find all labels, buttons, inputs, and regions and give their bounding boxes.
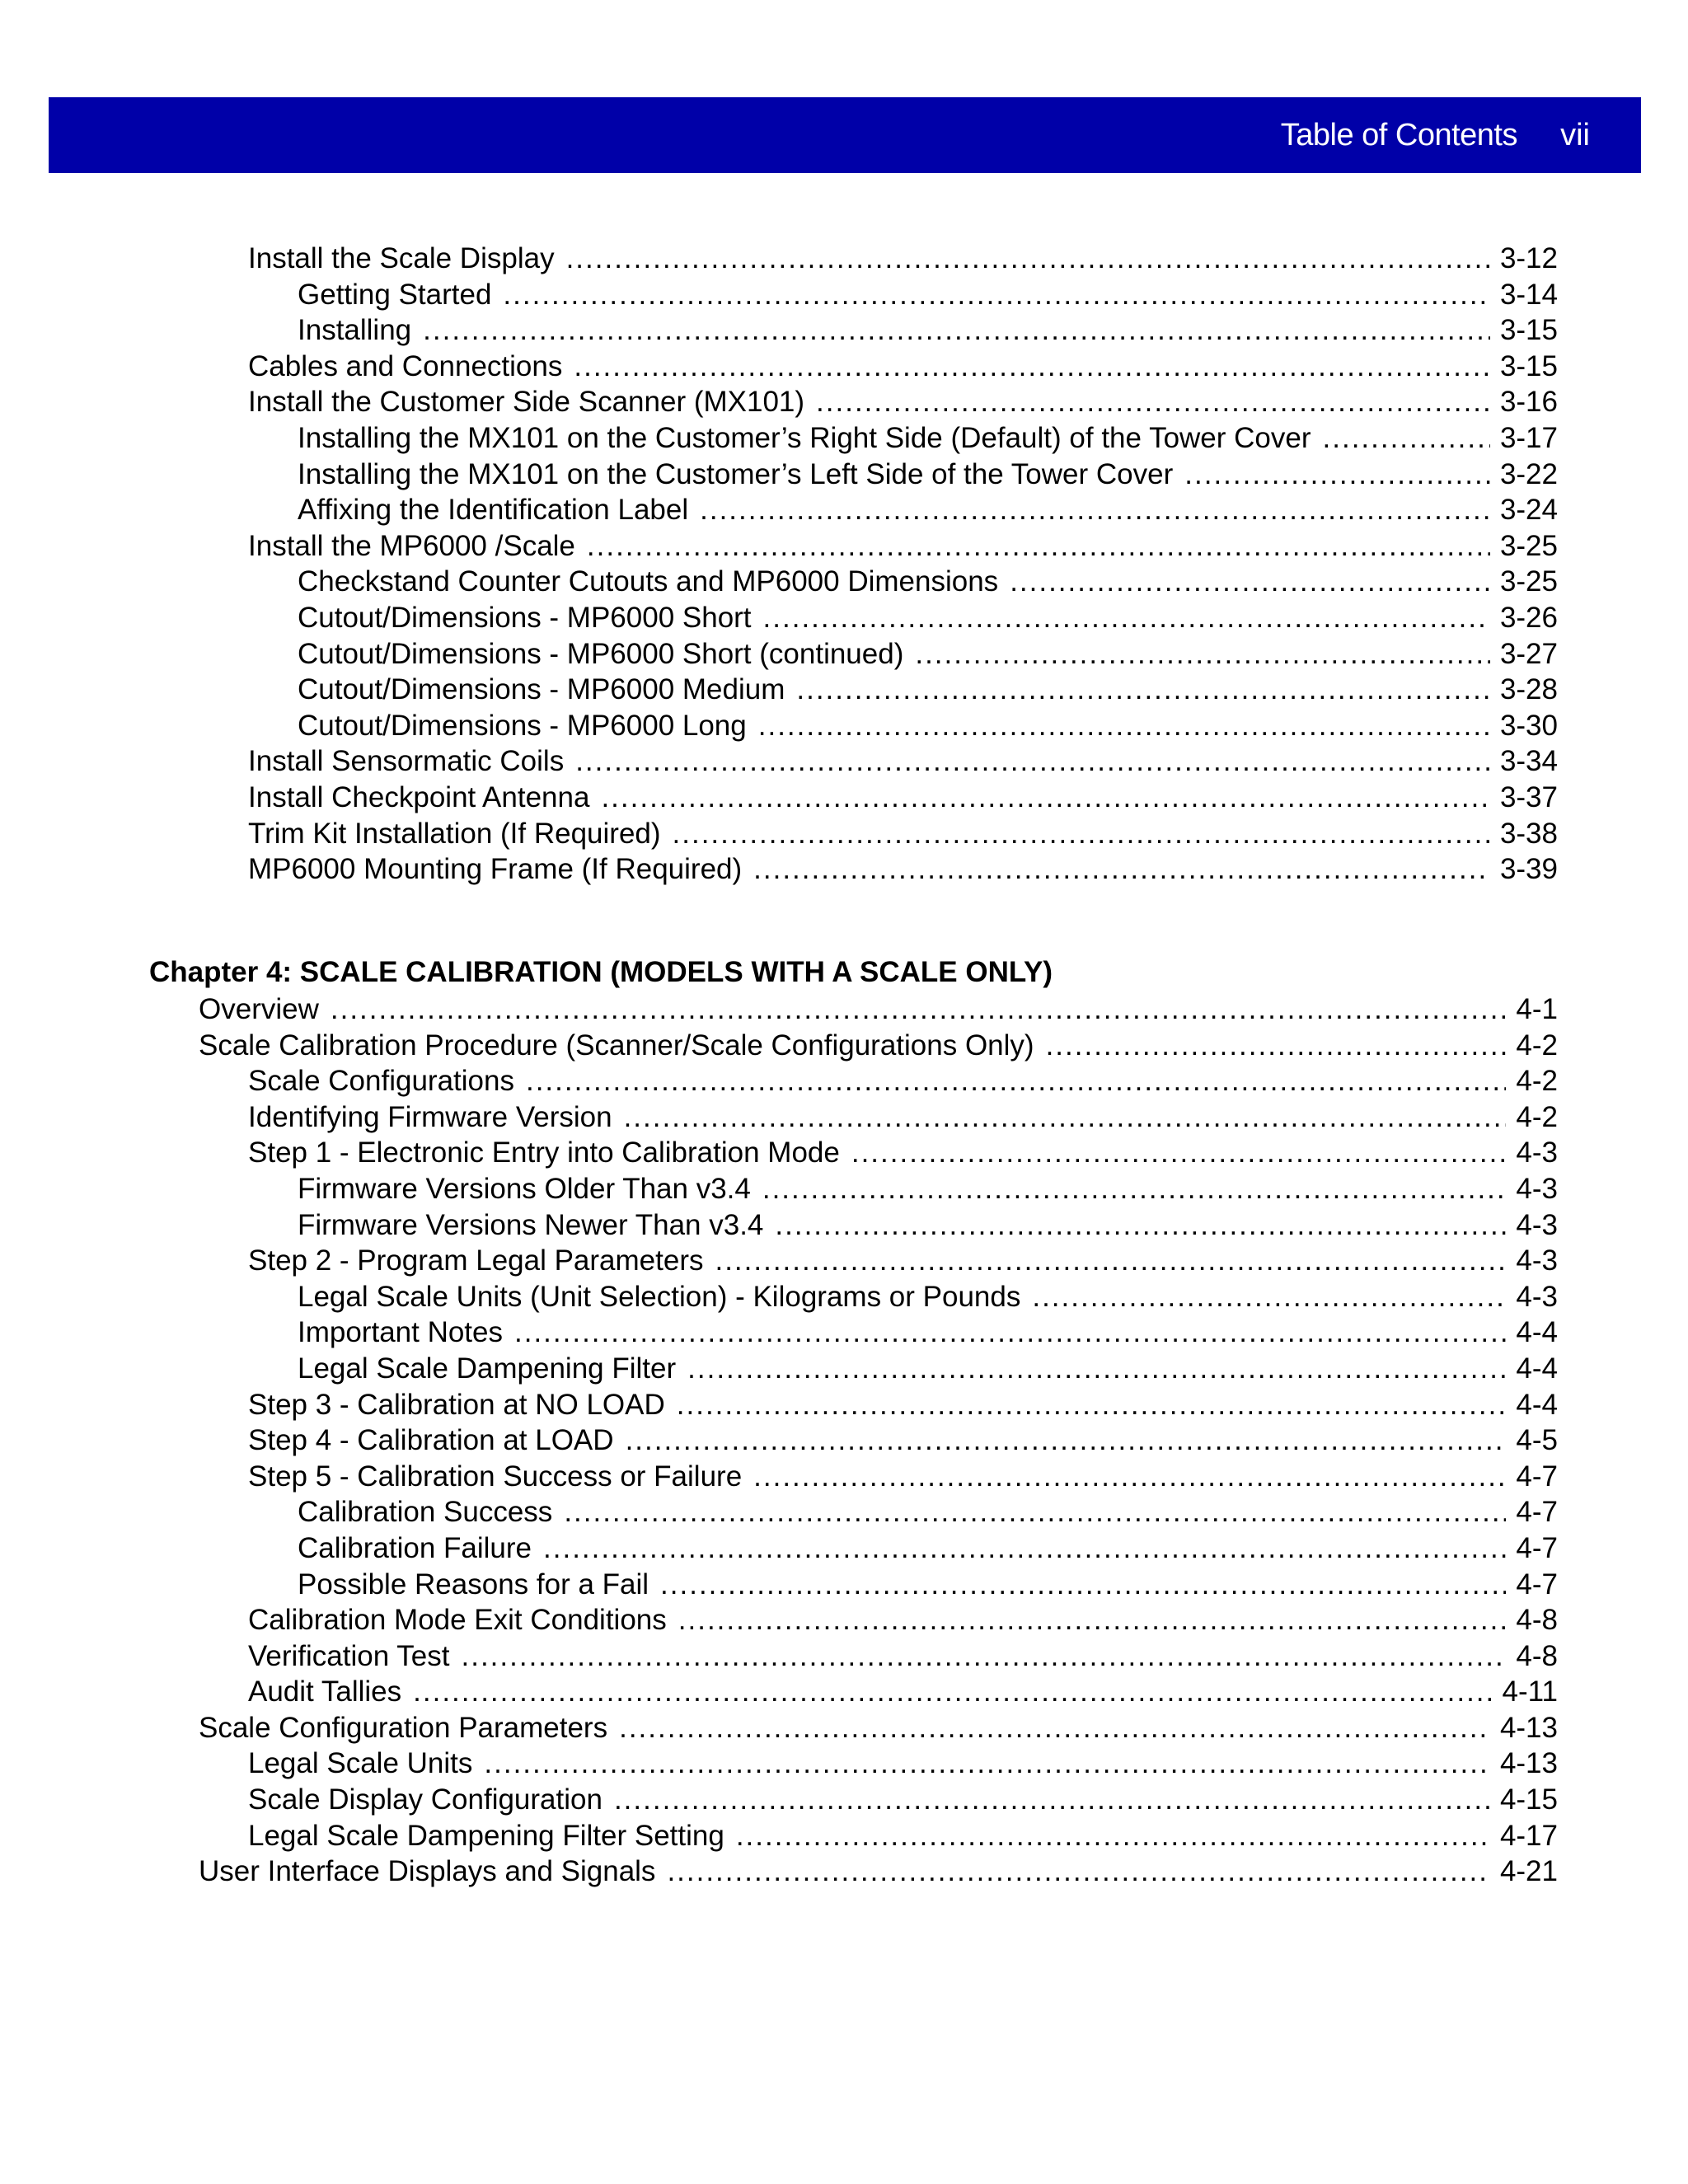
toc-entry-link[interactable] xyxy=(298,492,1558,528)
dot-leader xyxy=(503,277,1490,313)
dot-leader xyxy=(331,991,1507,1028)
toc-page-number: 4-11 xyxy=(1493,1674,1558,1710)
dot-leader xyxy=(566,241,1490,277)
toc-entry-link[interactable] xyxy=(199,1854,1558,1890)
dot-leader xyxy=(574,349,1490,385)
toc-entry-link[interactable] xyxy=(248,1674,1558,1710)
header-band xyxy=(49,97,1641,173)
toc-page-number: 4-7 xyxy=(1506,1494,1558,1530)
toc-page-number: 3-14 xyxy=(1490,277,1558,313)
toc-row xyxy=(0,1782,1688,1818)
toc-page-number: 4-3 xyxy=(1506,1135,1558,1171)
toc-entry-title: MP6000 Mounting Frame (If Required) xyxy=(248,851,753,888)
toc-page-number: 3-15 xyxy=(1490,312,1558,349)
toc-row xyxy=(0,1422,1688,1459)
toc-row xyxy=(0,349,1688,385)
toc-page-number: 3-25 xyxy=(1490,528,1558,565)
toc-row xyxy=(0,384,1688,420)
toc-entry-link[interactable] xyxy=(248,1135,1558,1171)
toc-row xyxy=(0,1315,1688,1351)
toc-row xyxy=(0,1638,1688,1675)
toc-entry-link[interactable] xyxy=(298,277,1558,313)
toc-page-number: 3-28 xyxy=(1490,672,1558,708)
dot-leader xyxy=(700,492,1490,528)
toc-row xyxy=(0,1818,1688,1854)
toc-row xyxy=(0,600,1688,636)
toc-entry-link[interactable] xyxy=(248,1243,1558,1279)
dot-leader xyxy=(677,1387,1507,1423)
toc-entry-title: Legal Scale Dampening Filter xyxy=(298,1351,687,1387)
toc-entry-link[interactable] xyxy=(298,1171,1558,1207)
toc-page-number: 3-25 xyxy=(1490,564,1558,600)
toc-row xyxy=(0,780,1688,816)
toc-entry-title: Cutout/Dimensions - MP6000 Short (continued) xyxy=(298,636,915,673)
toc-row xyxy=(0,1387,1688,1423)
toc-page-number: 3-16 xyxy=(1490,384,1558,420)
dot-leader xyxy=(775,1207,1506,1244)
dot-leader xyxy=(1010,564,1490,600)
toc-row xyxy=(0,1567,1688,1603)
dot-leader xyxy=(543,1530,1506,1567)
header-page-number: vii xyxy=(1560,118,1590,152)
dot-leader xyxy=(673,816,1490,852)
toc-row xyxy=(0,241,1688,277)
toc-entry-link[interactable] xyxy=(248,384,1558,420)
toc-section-3 xyxy=(0,241,1688,888)
toc-entry-title: Legal Scale Units (Unit Selection) - Kilograms or Pounds xyxy=(298,1279,1032,1315)
toc-entry-link[interactable] xyxy=(298,1279,1558,1315)
toc-page-number: 4-8 xyxy=(1506,1638,1558,1675)
toc-page-number: 3-38 xyxy=(1490,816,1558,852)
dot-leader xyxy=(736,1818,1490,1854)
toc-page-number: 3-22 xyxy=(1490,457,1558,493)
chapter-4-heading[interactable]: Chapter 4: SCALE CALIBRATION (MODELS WITH A SCALE ONLY) xyxy=(149,956,1053,988)
dot-leader xyxy=(624,1099,1507,1136)
dot-leader xyxy=(763,600,1490,636)
toc-row xyxy=(0,851,1688,888)
toc-entry-title: Step 4 - Calibration at LOAD xyxy=(248,1422,626,1459)
toc-entry-link[interactable] xyxy=(298,1315,1558,1351)
toc-entry-title: Install the Scale Display xyxy=(248,241,566,277)
dot-leader xyxy=(667,1854,1490,1890)
dot-leader xyxy=(851,1135,1507,1171)
toc-row xyxy=(0,1063,1688,1099)
toc-entry-title: Cutout/Dimensions - MP6000 Medium xyxy=(298,672,796,708)
toc-entry-title: Legal Scale Dampening Filter Setting xyxy=(248,1818,736,1854)
dot-leader xyxy=(753,851,1490,888)
toc-entry-title: Scale Configuration Parameters xyxy=(199,1710,619,1746)
toc-page-number: 4-7 xyxy=(1506,1567,1558,1603)
toc-entry-link[interactable] xyxy=(298,420,1558,457)
toc-entry-title: Legal Scale Units xyxy=(248,1746,484,1782)
toc-row xyxy=(0,1710,1688,1746)
dot-leader xyxy=(1032,1279,1506,1315)
toc-entry-link[interactable] xyxy=(298,1567,1558,1603)
toc-entry-title: Affixing the Identification Label xyxy=(298,492,700,528)
toc-page-number: 3-15 xyxy=(1490,349,1558,385)
dot-leader xyxy=(601,780,1489,816)
dot-leader xyxy=(678,1602,1507,1638)
toc-row xyxy=(0,1494,1688,1530)
header-title: Table of Contents xyxy=(1280,118,1517,152)
toc-entry-link[interactable] xyxy=(248,241,1558,277)
toc-page-number: 4-2 xyxy=(1506,1099,1558,1136)
toc-page-number: 3-37 xyxy=(1490,780,1558,816)
toc-entry-title: Firmware Versions Newer Than v3.4 xyxy=(298,1207,775,1244)
toc-page-number: 4-17 xyxy=(1490,1818,1558,1854)
toc-entry-title: Installing xyxy=(298,312,423,349)
toc-entry-link[interactable] xyxy=(248,528,1558,565)
toc-entry-link[interactable] xyxy=(199,1710,1558,1746)
toc-entry-title: Install the Customer Side Scanner (MX101) xyxy=(248,384,816,420)
toc-row xyxy=(0,1028,1688,1064)
dot-leader xyxy=(626,1422,1507,1459)
dot-leader xyxy=(484,1746,1490,1782)
toc-entry-link[interactable] xyxy=(248,743,1558,780)
dot-leader xyxy=(564,1494,1506,1530)
dot-leader xyxy=(687,1351,1506,1387)
toc-entry-title: Checkstand Counter Cutouts and MP6000 Dimensions xyxy=(298,564,1010,600)
toc-entry-link[interactable] xyxy=(298,457,1558,493)
toc-row xyxy=(0,991,1688,1028)
toc-row xyxy=(0,816,1688,852)
toc-entry-link[interactable] xyxy=(298,1207,1558,1244)
toc-row xyxy=(0,672,1688,708)
toc-row xyxy=(0,1602,1688,1638)
toc-page-number: 4-13 xyxy=(1490,1746,1558,1782)
toc-entry-title: Cutout/Dimensions - MP6000 Long xyxy=(298,708,758,744)
toc-entry-title: Audit Tallies xyxy=(248,1674,413,1710)
toc-page-number: 4-13 xyxy=(1490,1710,1558,1746)
toc-page-number: 4-2 xyxy=(1506,1028,1558,1064)
toc-entry-title: Step 2 - Program Legal Parameters xyxy=(248,1243,715,1279)
toc-row xyxy=(0,1530,1688,1567)
toc-entry-title: Calibration Success xyxy=(298,1494,564,1530)
toc-row xyxy=(0,564,1688,600)
toc-row xyxy=(0,743,1688,780)
toc-entry-title: Firmware Versions Older Than v3.4 xyxy=(298,1171,762,1207)
toc-entry-title: Step 1 - Electronic Entry into Calibration Mode xyxy=(248,1135,851,1171)
toc-entry-title: Installing the MX101 on the Customer’s Left Side of the Tower Cover xyxy=(298,457,1184,493)
toc-entry-link[interactable] xyxy=(248,1818,1558,1854)
toc-page-number: 4-3 xyxy=(1506,1279,1558,1315)
toc-entry-link[interactable] xyxy=(298,636,1558,673)
toc-entry-title: Important Notes xyxy=(298,1315,514,1351)
toc-page-number: 4-7 xyxy=(1506,1530,1558,1567)
toc-row xyxy=(0,1674,1688,1710)
toc-page-number: 3-26 xyxy=(1490,600,1558,636)
toc-entry-title: Getting Started xyxy=(298,277,503,313)
dot-leader xyxy=(915,636,1490,673)
toc-row xyxy=(0,277,1688,313)
toc-row xyxy=(0,528,1688,565)
toc-entry-link[interactable] xyxy=(298,672,1558,708)
toc-page-number: 4-3 xyxy=(1506,1207,1558,1244)
toc-page-number: 4-4 xyxy=(1506,1351,1558,1387)
toc-page-number: 4-2 xyxy=(1506,1063,1558,1099)
toc-entry-link[interactable] xyxy=(298,708,1558,744)
toc-entry-title: Step 3 - Calibration at NO LOAD xyxy=(248,1387,677,1423)
toc-page-number: 4-4 xyxy=(1506,1315,1558,1351)
toc-row xyxy=(0,1351,1688,1387)
toc-entry-title: Calibration Mode Exit Conditions xyxy=(248,1602,678,1638)
toc-entry-link[interactable] xyxy=(248,349,1558,385)
toc-entry-title: Install Sensormatic Coils xyxy=(248,743,575,780)
toc-page-number: 4-7 xyxy=(1506,1459,1558,1495)
toc-entry-title: Identifying Firmware Version xyxy=(248,1099,624,1136)
dot-leader xyxy=(423,312,1490,349)
toc-page-number: 3-27 xyxy=(1490,636,1558,673)
dot-leader xyxy=(1184,457,1490,493)
toc-entry-title: Overview xyxy=(199,991,331,1028)
toc-entry-title: Install Checkpoint Antenna xyxy=(248,780,601,816)
toc-entry-title: Calibration Failure xyxy=(298,1530,543,1567)
toc-entry-link[interactable] xyxy=(248,780,1558,816)
dot-leader xyxy=(575,743,1490,780)
dot-leader xyxy=(796,672,1490,708)
toc-row xyxy=(0,1135,1688,1171)
dot-leader xyxy=(514,1315,1506,1351)
dot-leader xyxy=(462,1638,1507,1675)
dot-leader xyxy=(753,1459,1506,1495)
toc-page-number: 4-4 xyxy=(1506,1387,1558,1423)
toc-page-number: 4-3 xyxy=(1506,1171,1558,1207)
dot-leader xyxy=(619,1710,1490,1746)
toc-entry-title: Scale Display Configuration xyxy=(248,1782,614,1818)
toc-page-number: 3-24 xyxy=(1490,492,1558,528)
toc-entry-link[interactable] xyxy=(248,1099,1558,1136)
toc-page-number: 3-39 xyxy=(1490,851,1558,888)
toc-page-number: 3-12 xyxy=(1490,241,1558,277)
toc-page-number: 3-30 xyxy=(1490,708,1558,744)
toc-page-number: 4-8 xyxy=(1506,1602,1558,1638)
toc-row xyxy=(0,1243,1688,1279)
toc-row xyxy=(0,708,1688,744)
dot-leader xyxy=(1323,420,1490,457)
toc-entry-link[interactable] xyxy=(298,564,1558,600)
toc-page-number: 4-21 xyxy=(1490,1854,1558,1890)
toc-entry-title: Verification Test xyxy=(248,1638,462,1675)
toc-entry-title: User Interface Displays and Signals xyxy=(199,1854,667,1890)
toc-row xyxy=(0,1746,1688,1782)
toc-entry-link[interactable] xyxy=(298,1494,1558,1530)
dot-leader xyxy=(526,1063,1506,1099)
toc-page-number: 4-1 xyxy=(1506,991,1558,1028)
dot-leader xyxy=(762,1171,1507,1207)
toc-entry-title: Trim Kit Installation (If Required) xyxy=(248,816,673,852)
toc-row xyxy=(0,1171,1688,1207)
toc-page-number: 4-3 xyxy=(1506,1243,1558,1279)
toc-chapter-4 xyxy=(0,991,1688,1890)
toc-row xyxy=(0,1207,1688,1244)
toc-entry-link[interactable] xyxy=(248,1602,1558,1638)
dot-leader xyxy=(413,1674,1492,1710)
toc-page-number: 4-15 xyxy=(1490,1782,1558,1818)
toc-row xyxy=(0,1279,1688,1315)
dot-leader xyxy=(758,708,1490,744)
toc-entry-link[interactable] xyxy=(248,1782,1558,1818)
toc-entry-link[interactable] xyxy=(298,312,1558,349)
toc-row xyxy=(0,1459,1688,1495)
toc-entry-link[interactable] xyxy=(298,1351,1558,1387)
toc-row xyxy=(0,636,1688,673)
toc-entry-link[interactable] xyxy=(248,1422,1558,1459)
toc-entry-link[interactable] xyxy=(199,991,1558,1028)
toc-entry-title: Install the MP6000 /Scale xyxy=(248,528,587,565)
toc-page-number: 4-5 xyxy=(1506,1422,1558,1459)
toc-entry-link[interactable] xyxy=(248,1638,1558,1675)
dot-leader xyxy=(715,1243,1506,1279)
dot-leader xyxy=(660,1567,1506,1603)
toc-entry-title: Step 5 - Calibration Success or Failure xyxy=(248,1459,753,1495)
toc-entry-title: Scale Calibration Procedure (Scanner/Scale Configurations Only) xyxy=(199,1028,1046,1064)
toc-entry-link[interactable] xyxy=(298,1530,1558,1567)
toc-entry-link[interactable] xyxy=(248,816,1558,852)
toc-entry-link[interactable] xyxy=(298,600,1558,636)
toc-entry-link[interactable] xyxy=(248,1746,1558,1782)
toc-row xyxy=(0,1854,1688,1890)
toc-entry-link[interactable] xyxy=(248,851,1558,888)
toc-entry-link[interactable] xyxy=(199,1028,1558,1064)
toc-row xyxy=(0,457,1688,493)
toc-page-number: 3-17 xyxy=(1490,420,1558,457)
toc-entry-title: Installing the MX101 on the Customer’s Right Side (Default) of the Tower Cover xyxy=(298,420,1323,457)
toc-row xyxy=(0,492,1688,528)
toc-entry-title: Scale Configurations xyxy=(248,1063,526,1099)
toc-entry-title: Cables and Connections xyxy=(248,349,574,385)
toc-page-number: 3-34 xyxy=(1490,743,1558,780)
dot-leader xyxy=(614,1782,1490,1818)
toc-entry-title: Cutout/Dimensions - MP6000 Short xyxy=(298,600,763,636)
dot-leader xyxy=(816,384,1490,420)
toc-row xyxy=(0,1099,1688,1136)
toc-row xyxy=(0,420,1688,457)
toc-entry-link[interactable] xyxy=(248,1387,1558,1423)
dot-leader xyxy=(587,528,1490,565)
toc-entry-link[interactable] xyxy=(248,1459,1558,1495)
toc-entry-title: Possible Reasons for a Fail xyxy=(298,1567,660,1603)
toc-entry-link[interactable] xyxy=(248,1063,1558,1099)
toc-row xyxy=(0,312,1688,349)
dot-leader xyxy=(1046,1028,1507,1064)
